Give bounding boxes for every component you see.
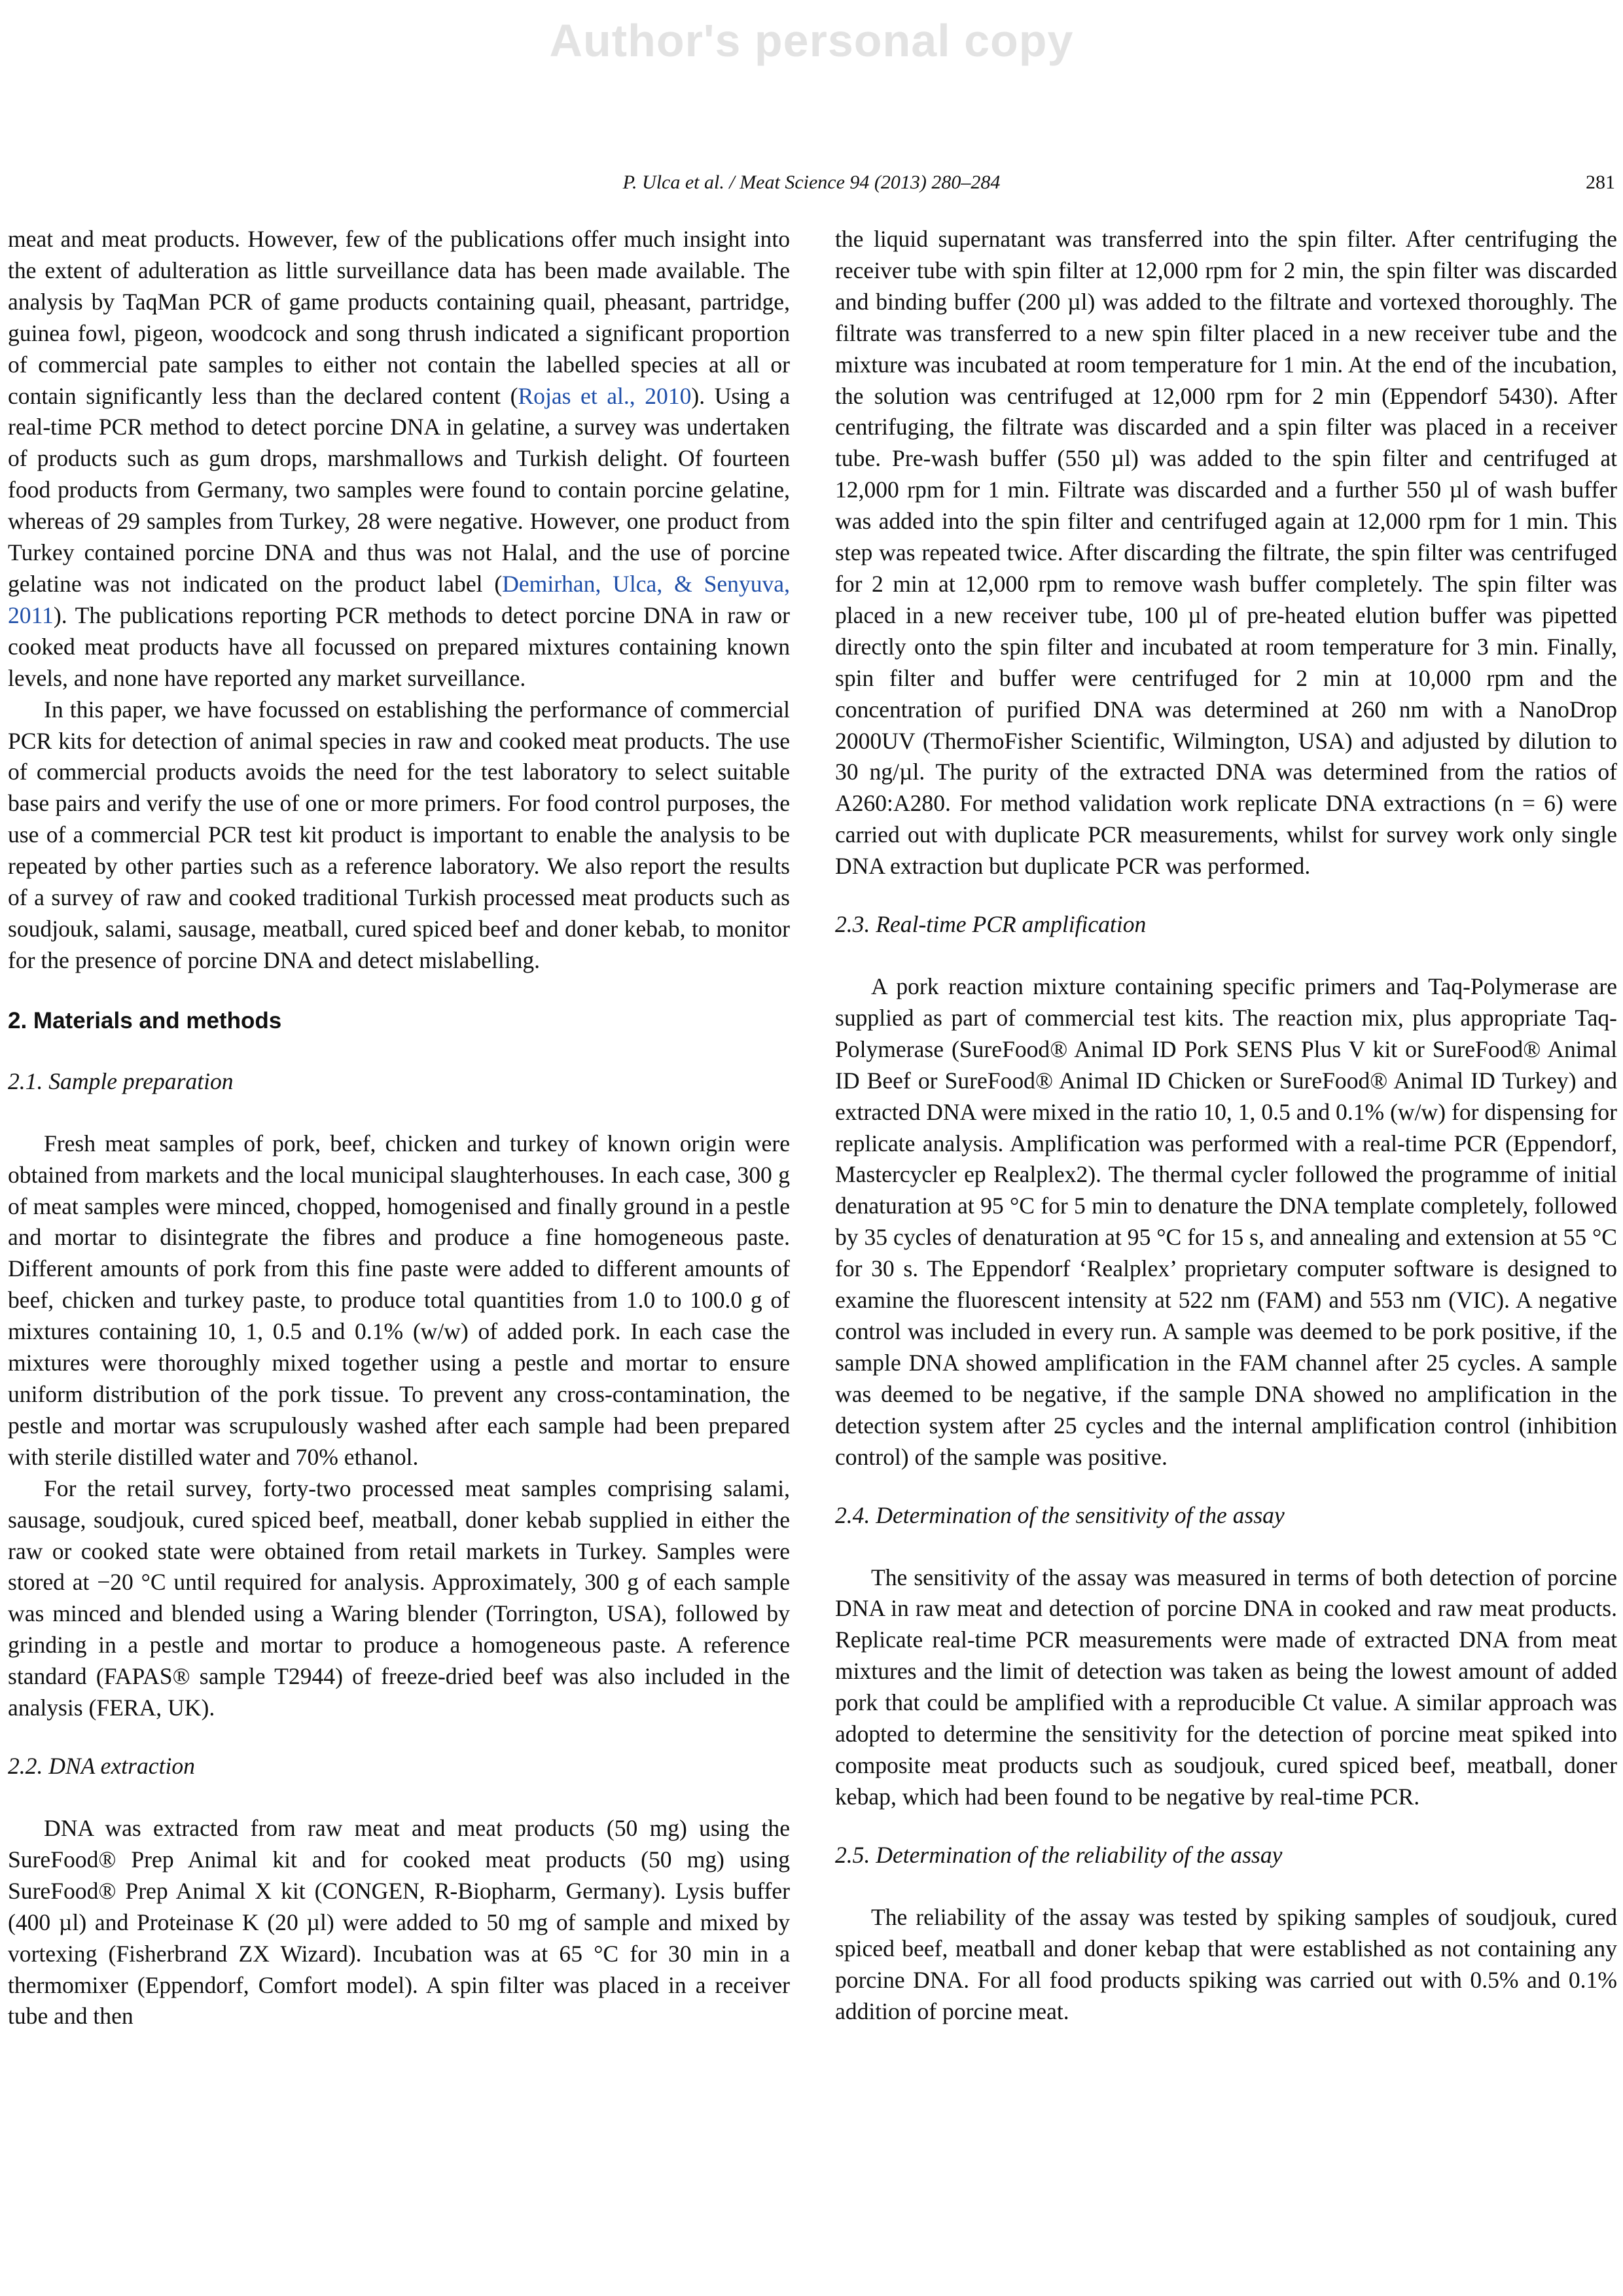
citation-link[interactable]: Demirhan, Ulca, & Senyuva, 2011 (8, 570, 790, 628)
citation-link[interactable]: Rojas et al., 2010 (518, 382, 692, 409)
left-column (8, 224, 790, 2286)
subsection-heading: 2.3. Real-time PCR amplification (835, 911, 1147, 938)
body-paragraph: A pork reaction mixture containing specific primers and Taq-Polymerase are supplied as part of commercial test kits. The reaction mix, plus appropriate Taq-Polymerase (SureFood® Animal ID Pork SENS Plus V kit or SureFood® Animal ID Beef or SureFood® Animal ID Chicken or SureFood® Animal ID Turkey) and extracted DNA were mixed in the ratio 10, 1, 0.5 and 0.1% (w/w) for dispensing for replicate analysis. Amplification was performed with a real-time PCR (Eppendorf, Mastercycler ep Realplex2). The thermal cycler followed the programme of initial denaturation at 95 °C for 5 min to denature the DNA template completely, followed by 35 cycles of denaturation at 95 °C for 15 s, and annealing and extension at 55 °C for 30 s. The Eppendorf ‘Realplex’ proprietary computer software is designed to examine the fluorescent intensity at 522 nm (FAM) and 553 nm (VIC). A negative control was included in every run. A sample was deemed to be pork positive, if the sample DNA showed amplification in the FAM channel after 25 cycles. A sample was deemed to be negative, if the sample DNA showed no amplification in the detection system after 25 cycles and the internal amplification control (inhibition control) of the sample was positive. (835, 973, 1617, 1470)
subsection-heading: 2.2. DNA extraction (8, 1752, 195, 1779)
body-paragraph: Fresh meat samples of pork, beef, chicken and turkey of known origin were obtained from markets and the local municipal slaughterhouses. In each case, 300 g of meat samples were minced, chopped, homogenised and finally ground in a pestle and mortar to disintegrate the fibres and produce a fine homogeneous paste. Different amounts of pork from this fine paste were added to different amounts of beef, chicken and turkey paste, to produce total quantities from 1.0 to 100.0 g of mixtures containing 10, 1, 0.5 and 0.1% (w/w) of added pork. In each case the mixtures were thoroughly mixed together using a pestle and mortar to ensure uniform distribution of the pork tissue. To prevent any cross-contamination, the pestle and mortar was scrupulously washed after each sample had been prepared with sterile distilled water and 70% ethanol. (8, 1130, 790, 1470)
page-number: 281 (1586, 171, 1615, 193)
body-paragraph: The sensitivity of the assay was measured in terms of both detection of porcine DNA in raw meat and detection of porcine DNA in cooked and raw meat products. Replicate real-time PCR measurements were made of extracted DNA from meat mixtures and the limit of detection was taken as being the lowest amount of added pork that could be amplified with a reproducible Ct value. A similar approach was adopted to determine the sensitivity for the detection of porcine meat spiked into composite meat products such as soudjouk, cured spiced beef, meatball, doner kebap, which had been found to be negative by real-time PCR. (835, 1564, 1617, 1810)
section-heading: 2. Materials and methods (8, 1007, 282, 1033)
right-column (835, 224, 1617, 2286)
body-paragraph-continued: the liquid supernatant was transferred into the spin filter. After centrifuging the receiver tube with spin filter at 12,000 rpm for 2 min, the spin filter was discarded and binding buffer (200 µl) was added to the filtrate and vortexed thoroughly. The filtrate was transferred to a new spin filter placed in a new receiver tube and the mixture was incubated at room temperature for 1 min. At the end of the incubation, the solution was centrifuged at 12,000 rpm for 2 min (Eppendorf 5430). After centrifuging, the filtrate was discarded and a spin filter was placed in a receiver tube. Pre-wash buffer (550 µl) was added to the spin filter and centrifuged at 12,000 rpm for 1 min. Filtrate was discarded and a further 550 µl of wash buffer was added into the spin filter and centrifuged again at 12,000 rpm for 1 min. This step was repeated twice. After discarding the filtrate, the spin filter was centrifuged for 2 min at 12,000 rpm to remove wash buffer completely. The spin filter was placed in a new receiver tube, 100 µl of pre-heated elution buffer was pipetted directly onto the spin filter and incubated at room temperature for 3 min. Finally, spin filter and buffer were centrifuged for 2 min at 10,000 rpm and the concentration of purified DNA was determined at 260 nm with a NanoDrop 2000UV (ThermoFisher Scientific, Wilmington, USA) and adjusted by dilution to 30 ng/µl. The purity of the extracted DNA was determined from the ratios of A260:A280. For method validation work replicate DNA extractions (n = 6) were carried out with duplicate PCR measurements, whilst for survey work only single DNA extraction but duplicate PCR was performed. (835, 226, 1617, 880)
running-head: P. Ulca et al. / Meat Science 94 (2013) 280–284 (622, 171, 1001, 193)
subsection-heading: 2.4. Determination of the sensitivity of the assay (835, 1501, 1285, 1528)
subsection-heading: 2.5. Determination of the reliability of the assay (835, 1841, 1283, 1868)
body-paragraph: The reliability of the assay was tested by spiking samples of soudjouk, cured spiced beef, meatball and doner kebap that were established as not containing any porcine DNA. For all food products spiking was carried out with 0.5% and 0.1% addition of porcine meat. (835, 1903, 1617, 2024)
intro-paragraph-continued: meat and meat products. However, few of the publications offer much insight into the extent of adulteration as little surveillance data has been made available. The analysis by TaqMan PCR of game products containing quail, pheasant, partridge, guinea fowl, pigeon, woodcock and song thrush indicated a significant proportion of commercial pate samples to either not contain the labelled species at all or contain significantly less than the declared content (Rojas et al., 2010). Using a real-time PCR method to detect porcine DNA in gelatine, a survey was undertaken of products such as gum drops, marshmallows and Turkish delight. Of fourteen food products from Germany, two samples were found to contain porcine gelatine, whereas of 29 samples from Turkey, 28 were negative. However, one product from Turkey contained porcine DNA and thus was not Halal, and the use of porcine gelatine was not indicated on the product label (Demirhan, Ulca, & Senyuva, 2011). The publications reporting PCR methods to detect porcine DNA in raw or cooked meat products have all focussed on prepared mixtures containing known levels, and none have reported any market surveillance. (8, 226, 790, 691)
watermark: Author's personal copy (549, 15, 1074, 66)
body-paragraph: For the retail survey, forty-two processed meat samples comprising salami, sausage, soudjouk, cured spiced beef, meatball, doner kebab supplied in either the raw or cooked state were obtained from retail markets in Turkey. Samples were stored at −20 °C until required for analysis. Approximately, 300 g of each sample was minced and blended using a Waring blender (Torrington, USA), followed by grinding in a pestle and mortar to produce a homogeneous paste. A reference standard (FAPAS® sample T2944) of freeze-dried beef was also included in the analysis (FERA, UK). (8, 1475, 790, 1721)
intro-paragraph: In this paper, we have focussed on establishing the performance of commercial PCR kits for detection of animal species in raw and cooked meat products. The use of commercial products avoids the need for the test laboratory to select suitable base pairs and verify the use of one or more primers. For food control purposes, the use of a commercial PCR test kit product is important to enable the analysis to be repeated by other parties such as a reference laboratory. We also report the results of a survey of raw and cooked traditional Turkish processed meat products such as soudjouk, salami, sausage, meatball, cured spiced beef and doner kebab, to monitor for the presence of porcine DNA and detect mislabelling. (8, 696, 790, 973)
body-paragraph: DNA was extracted from raw meat and meat products (50 mg) using the SureFood® Prep Animal kit and for cooked meat products (50 mg) using SureFood® Prep Animal X kit (CONGEN, R-Biopharm, Germany). Lysis buffer (400 µl) and Proteinase K (20 µl) were added to 50 mg of sample and mixed by vortexing (Fisherbrand ZX Wizard). Incubation was at 65 °C for 30 min in a thermomixer (Eppendorf, Comfort model). A spin filter was placed in a receiver tube and then (8, 1814, 790, 2030)
subsection-heading: 2.1. Sample preparation (8, 1067, 234, 1094)
